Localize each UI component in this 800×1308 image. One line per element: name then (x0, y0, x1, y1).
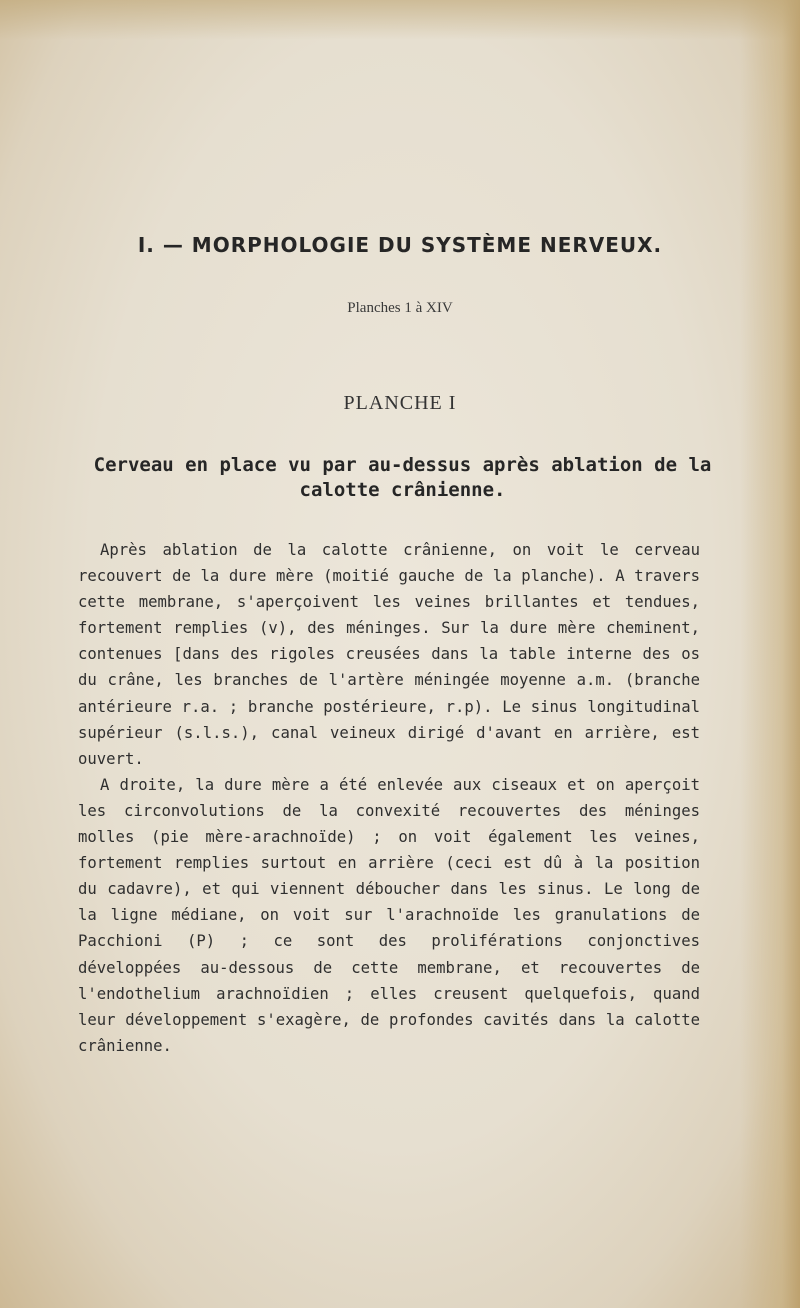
plate-subtitle: Cerveau en place vu par au-dessus après ablation de la calotte crânienne. (93, 454, 712, 501)
paragraph-1: Après ablation de la calotte crânienne, on voit le cerveau recouvert de la dure mère (moitié gauche de la planche). A travers cette membrane, s'aperçoivent les veines brillantes et tendues, fortement remplies (v), des méninges. Sur la dure mère cheminent, contenues [dans des rigoles creusées dans la table interne des os du crâne, les branches de l'artère méningée moyenne a.m. (branche antérieure r.a. ; branche postérieure, r.p). Le sinus longitudinal supérieur (s.l.s.), canal veineux dirigé d'avant en arrière, est ouvert. (78, 541, 700, 768)
section-title: I. — MORPHOLOGIE DU SYSTÈME NERVEUX. (137, 233, 663, 257)
plates-range: Planches 1 à XIV (347, 300, 453, 316)
page-top-shadow (0, 0, 800, 40)
body-text (78, 537, 700, 1059)
page-edge-shadow (740, 0, 800, 1308)
plate-title: PLANCHE I (343, 392, 457, 414)
paragraph-2: A droite, la dure mère a été enlevée aux ciseaux et on aperçoit les circonvolutions de la convexité recouvertes des méninges molles (pie mère-arachnoïde) ; on voit également les veines, fortement remplies surtout en arrière (ceci est dû à la position du cadavre), et qui viennent déboucher dans les sinus. Le long de la ligne médiane, on voit sur l'arachnoïde les granulations de Pacchioni (P) ; ce sont des proliférations conjonctives développées au-dessous de cette membrane, et recouvertes de l'endothelium arachnoïdien ; elles creusent quelquefois, quand leur développement s'exagère, de profondes cavités dans la calotte crânienne. (78, 775, 700, 1055)
